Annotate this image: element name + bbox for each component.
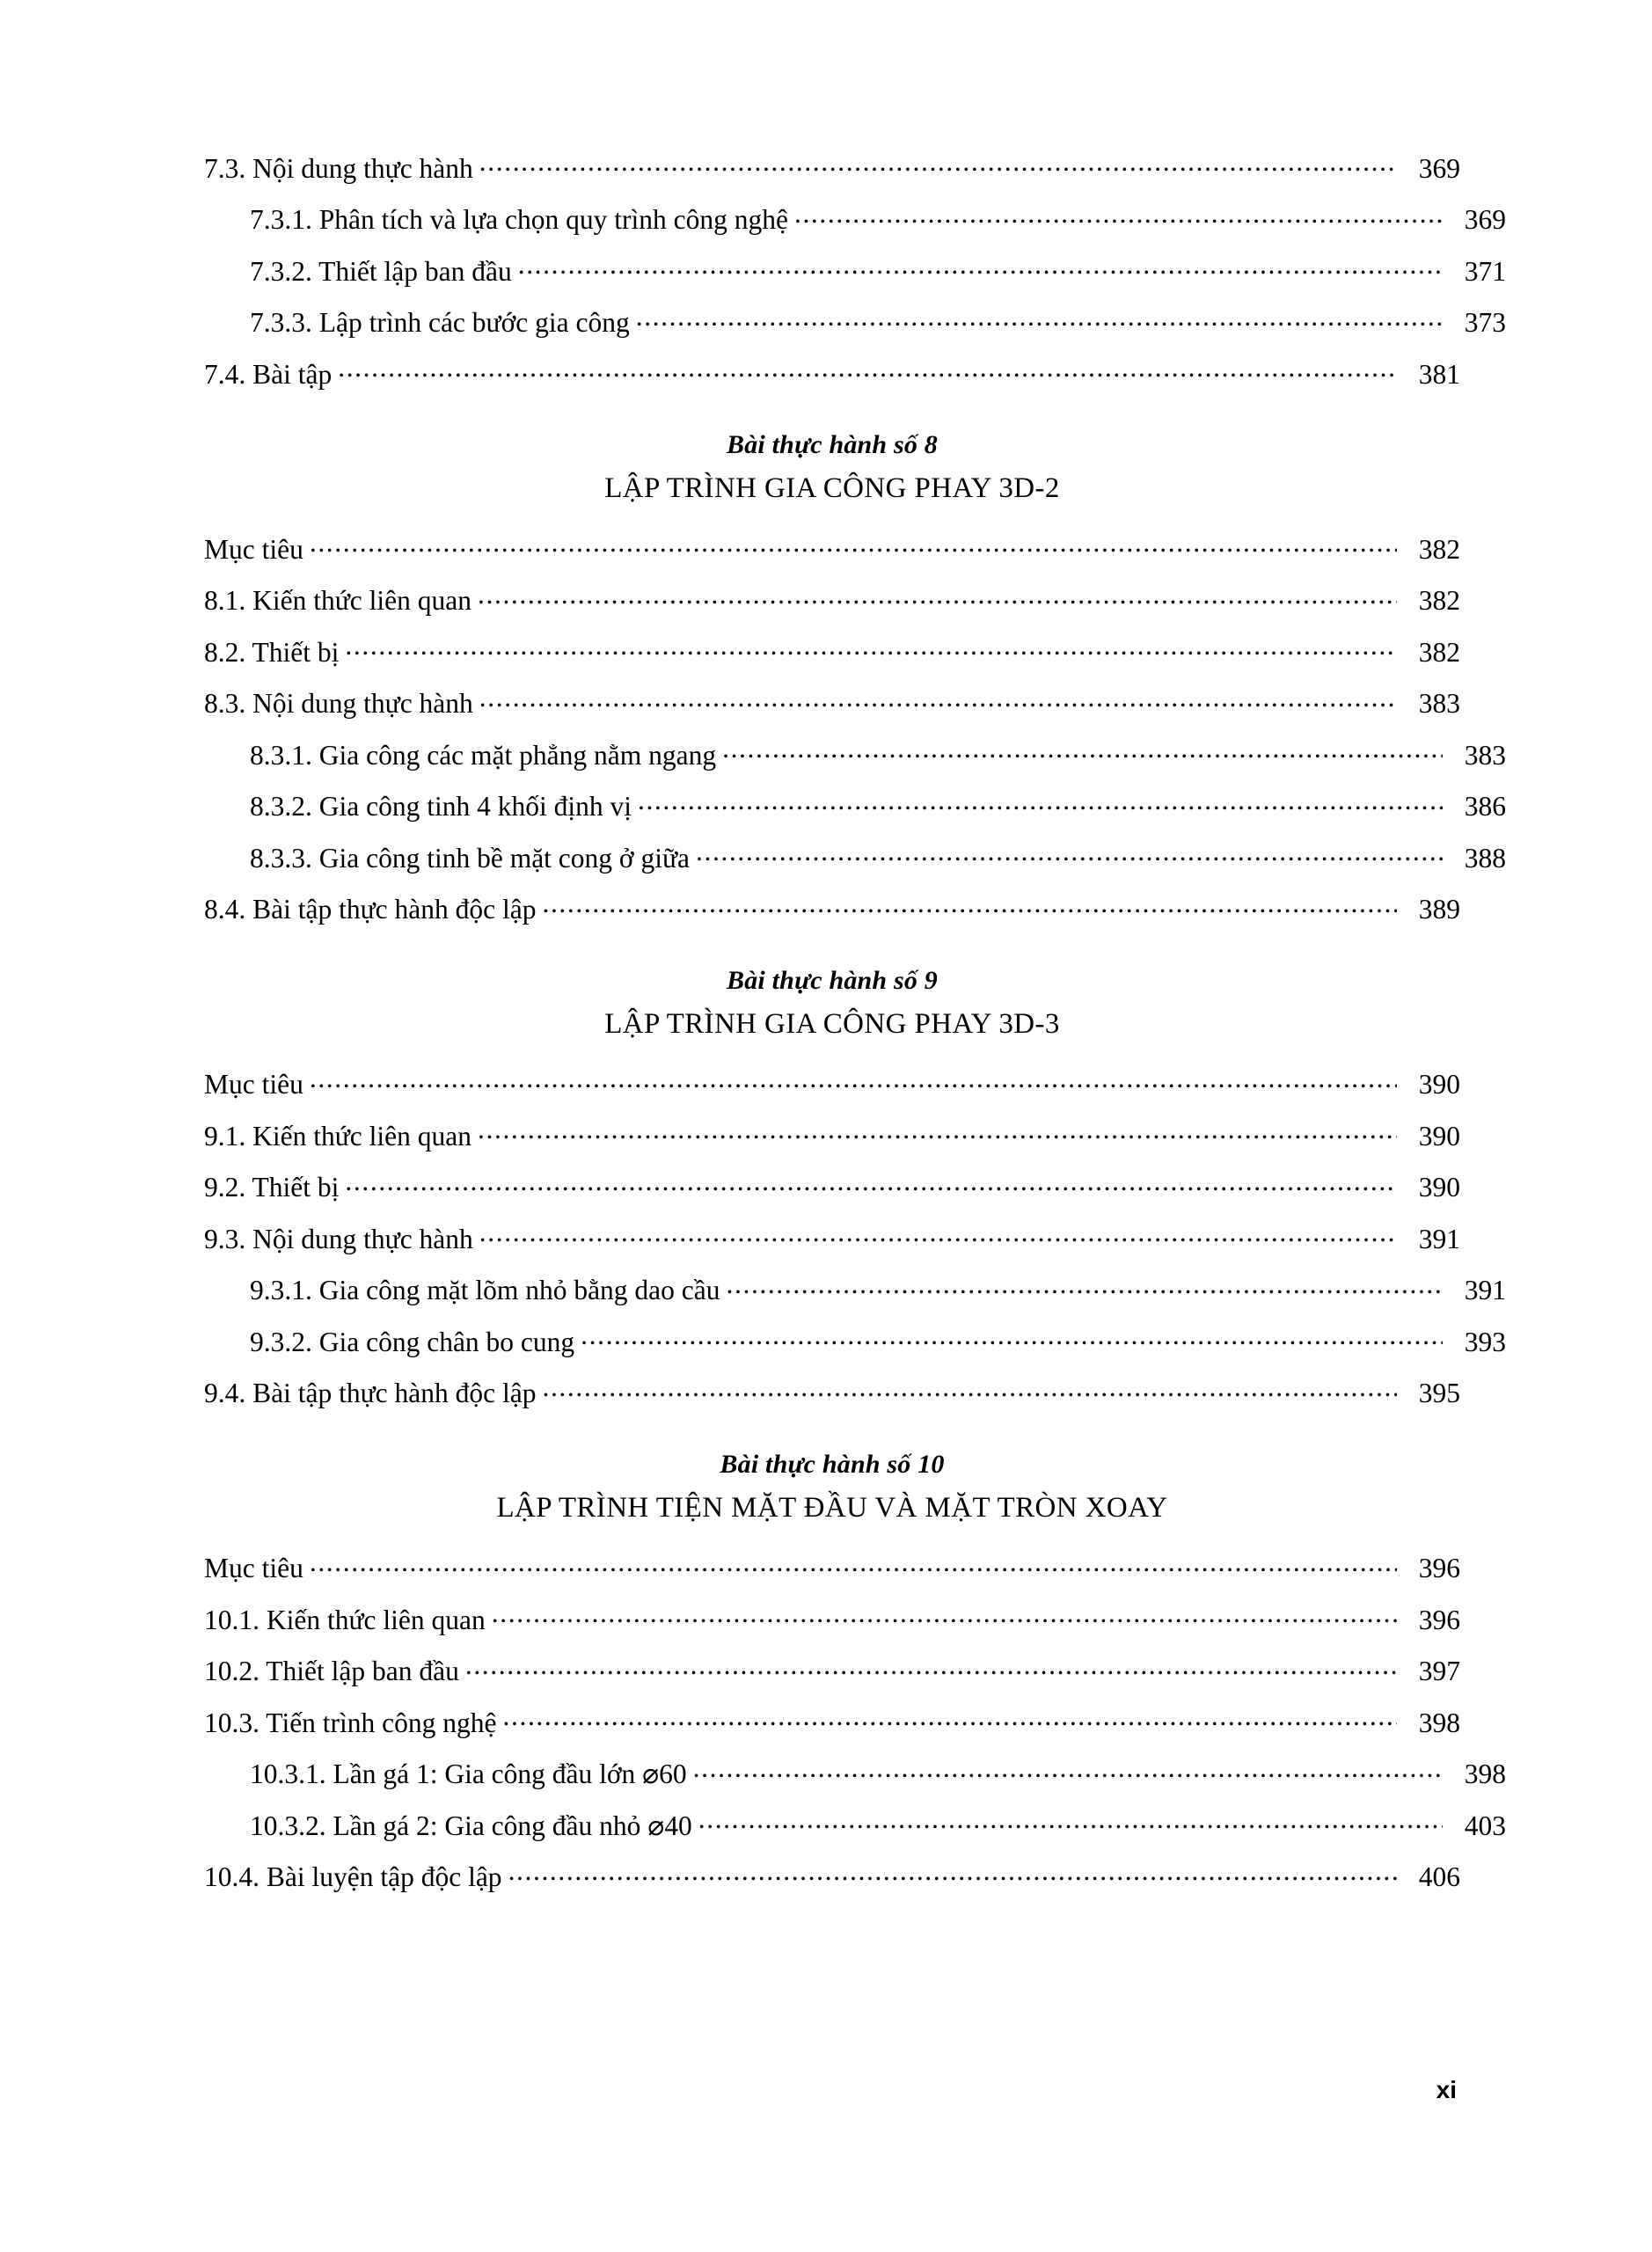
dot-leader <box>794 201 1443 230</box>
toc-entry-label: 10.3.1. Lần gá 1: Gia công đầu lớn ⌀60 <box>250 1758 687 1789</box>
section-subtitle: Bài thực hành số 10 <box>720 1449 945 1479</box>
toc-entry-label: 9.3.2. Gia công chân bo cung <box>250 1326 575 1357</box>
toc-entry-label: 7.3.3. Lập trình các bước gia công <box>250 307 630 338</box>
toc-entry-label: 10.2. Thiết lập ban đầu <box>204 1656 459 1686</box>
dot-leader <box>310 530 1397 559</box>
toc-entry[interactable] <box>204 1066 1460 1099</box>
dot-leader <box>581 1323 1443 1351</box>
toc-entry-page: 393 <box>1464 1326 1506 1357</box>
toc-entry[interactable] <box>204 355 1460 388</box>
toc-entry[interactable] <box>204 582 1460 615</box>
section-heading <box>204 1450 1460 1524</box>
toc-entry-label: 7.4. Bài tập <box>204 358 333 390</box>
toc-entry-label: 8.4. Bài tập thực hành độc lập <box>204 894 537 925</box>
dot-leader <box>503 1704 1397 1732</box>
toc-entry[interactable] <box>204 736 1506 769</box>
dot-leader <box>338 355 1397 384</box>
toc-entry-page: 369 <box>1418 152 1460 184</box>
toc-entry[interactable] <box>204 150 1460 182</box>
dot-leader <box>345 633 1397 662</box>
section-title: LẬP TRÌNH GIA CÔNG PHAY 3D-2 <box>604 472 1060 504</box>
dot-leader <box>542 891 1397 919</box>
toc-entry-label: 10.4. Bài luyện tập độc lập <box>204 1861 502 1892</box>
toc-entry-label: 8.3.2. Gia công tinh 4 khối định vị <box>250 791 632 822</box>
section-heading <box>204 966 1460 1041</box>
section-subtitle: Bài thực hành số 9 <box>727 965 938 995</box>
toc-entry-page: 406 <box>1418 1861 1460 1892</box>
toc-entry-label: 9.1. Kiến thức liên quan <box>204 1120 472 1152</box>
toc-entry-label: 9.3.1. Gia công mặt lõm nhỏ bằng dao cầu <box>250 1275 720 1305</box>
toc-entry-page: 389 <box>1418 894 1460 925</box>
toc-entry-label: 10.3.2. Lần gá 2: Gia công đầu nhỏ ⌀40 <box>250 1810 692 1841</box>
toc-entry[interactable] <box>204 1375 1460 1408</box>
toc-entry-label: 9.3. Nội dung thực hành <box>204 1223 473 1254</box>
toc-entry-label: 8.1. Kiến thức liên quan <box>204 585 472 616</box>
dot-leader <box>696 839 1443 867</box>
dot-leader <box>465 1653 1397 1681</box>
dot-leader <box>310 1550 1397 1578</box>
dot-leader <box>698 1807 1443 1835</box>
toc-entry[interactable] <box>204 1807 1506 1839</box>
section-subtitle: Bài thực hành số 8 <box>727 430 938 459</box>
toc-entry-page: 382 <box>1418 585 1460 616</box>
toc-entry-page: 388 <box>1464 842 1506 874</box>
toc-entry-page: 373 <box>1464 307 1506 338</box>
section-heading <box>204 430 1460 505</box>
dot-leader <box>727 1272 1443 1300</box>
toc-entry[interactable] <box>204 1756 1506 1788</box>
toc-group-section-10 <box>204 1550 1506 1892</box>
dot-leader <box>479 685 1397 713</box>
toc-group-leading <box>204 150 1506 390</box>
toc-group-section-8 <box>204 530 1506 925</box>
toc-entry[interactable] <box>204 788 1506 821</box>
dot-leader <box>479 1220 1397 1248</box>
toc-entry-label: 9.2. Thiết bị <box>204 1172 340 1203</box>
toc-entry[interactable] <box>204 530 1460 563</box>
dot-leader <box>636 304 1443 333</box>
toc-entry-page: 397 <box>1418 1656 1460 1686</box>
toc-entry[interactable] <box>204 1323 1506 1356</box>
toc-entry-label: 8.3.1. Gia công các mặt phẳng nằm ngang <box>250 739 717 771</box>
dot-leader <box>492 1601 1397 1629</box>
toc-entry-page: 396 <box>1418 1553 1460 1583</box>
toc-entry-label: 8.3.3. Gia công tinh bề mặt cong ở giữa <box>250 842 691 874</box>
toc-entry-label: 9.4. Bài tập thực hành độc lập <box>204 1378 537 1408</box>
toc-entry-page: 382 <box>1418 636 1460 668</box>
toc-entry-label: 8.3. Nội dung thực hành <box>204 688 473 719</box>
toc-entry-label: Mục tiêu <box>204 1069 303 1100</box>
toc-entry-page: 382 <box>1418 533 1460 565</box>
dot-leader <box>345 1169 1397 1197</box>
toc-entry[interactable] <box>204 1704 1460 1737</box>
toc-entry[interactable] <box>204 1601 1460 1634</box>
toc-entry-page: 398 <box>1464 1758 1506 1789</box>
toc-entry-label: Mục tiêu <box>204 533 303 565</box>
dot-leader <box>478 1117 1397 1145</box>
toc-entry-page: 386 <box>1464 791 1506 822</box>
toc-entry-page: 383 <box>1464 739 1506 771</box>
toc-entry[interactable] <box>204 1653 1460 1685</box>
toc-entry-page: 391 <box>1464 1275 1506 1305</box>
toc-entry[interactable] <box>204 1220 1460 1253</box>
dot-leader <box>638 788 1443 816</box>
toc-entry[interactable] <box>204 685 1460 718</box>
toc-entry-label: 7.3.2. Thiết lập ban đầu <box>250 255 512 287</box>
toc-entry[interactable] <box>204 1859 1460 1891</box>
toc-entry-label: Mục tiêu <box>204 1553 303 1583</box>
toc-entry-page: 369 <box>1464 204 1506 235</box>
section-title: LẬP TRÌNH GIA CÔNG PHAY 3D-3 <box>604 1007 1060 1040</box>
toc-entry-page: 390 <box>1418 1120 1460 1152</box>
toc-entry-page: 396 <box>1418 1604 1460 1635</box>
toc-entry-page: 395 <box>1418 1378 1460 1408</box>
toc-entry[interactable] <box>204 1169 1460 1202</box>
section-title: LẬP TRÌNH TIỆN MẶT ĐẦU VÀ MẶT TRÒN XOAY <box>496 1491 1168 1524</box>
dot-leader <box>693 1756 1443 1784</box>
toc-entry[interactable] <box>204 1117 1460 1150</box>
toc-entry-page: 398 <box>1418 1707 1460 1738</box>
toc-entry[interactable] <box>204 1550 1460 1583</box>
toc-entry-page: 383 <box>1418 688 1460 719</box>
toc-entry-page: 403 <box>1464 1810 1506 1841</box>
toc-entry-label: 8.2. Thiết bị <box>204 636 340 668</box>
toc-entry-label: 10.1. Kiến thức liên quan <box>204 1604 486 1635</box>
dot-leader <box>479 150 1397 178</box>
dot-leader <box>518 252 1443 281</box>
toc-entry[interactable] <box>204 839 1506 872</box>
toc-entry-label: 7.3. Nội dung thực hành <box>204 152 473 184</box>
toc-entry-label: 7.3.1. Phân tích và lựa chọn quy trình công nghệ <box>250 204 788 235</box>
toc-group-section-9 <box>204 1066 1506 1408</box>
toc-entry-page: 381 <box>1418 358 1460 390</box>
dot-leader <box>310 1066 1397 1094</box>
toc-entry-label: 10.3. Tiến trình công nghệ <box>204 1707 497 1738</box>
toc-entry[interactable] <box>204 201 1506 234</box>
dot-leader <box>508 1859 1397 1887</box>
dot-leader <box>542 1375 1397 1403</box>
page-folio: xi <box>1436 2076 1457 2103</box>
toc-entry-page: 390 <box>1418 1069 1460 1100</box>
table-of-contents <box>204 150 1506 1892</box>
toc-entry[interactable] <box>204 891 1460 924</box>
dot-leader <box>722 736 1443 764</box>
toc-entry[interactable] <box>204 252 1506 285</box>
dot-leader <box>478 582 1397 611</box>
toc-entry-page: 390 <box>1418 1172 1460 1203</box>
toc-entry-page: 391 <box>1418 1223 1460 1254</box>
toc-entry[interactable] <box>204 1272 1506 1305</box>
toc-entry[interactable] <box>204 304 1506 337</box>
toc-entry-page: 371 <box>1464 255 1506 287</box>
toc-entry[interactable] <box>204 633 1460 666</box>
